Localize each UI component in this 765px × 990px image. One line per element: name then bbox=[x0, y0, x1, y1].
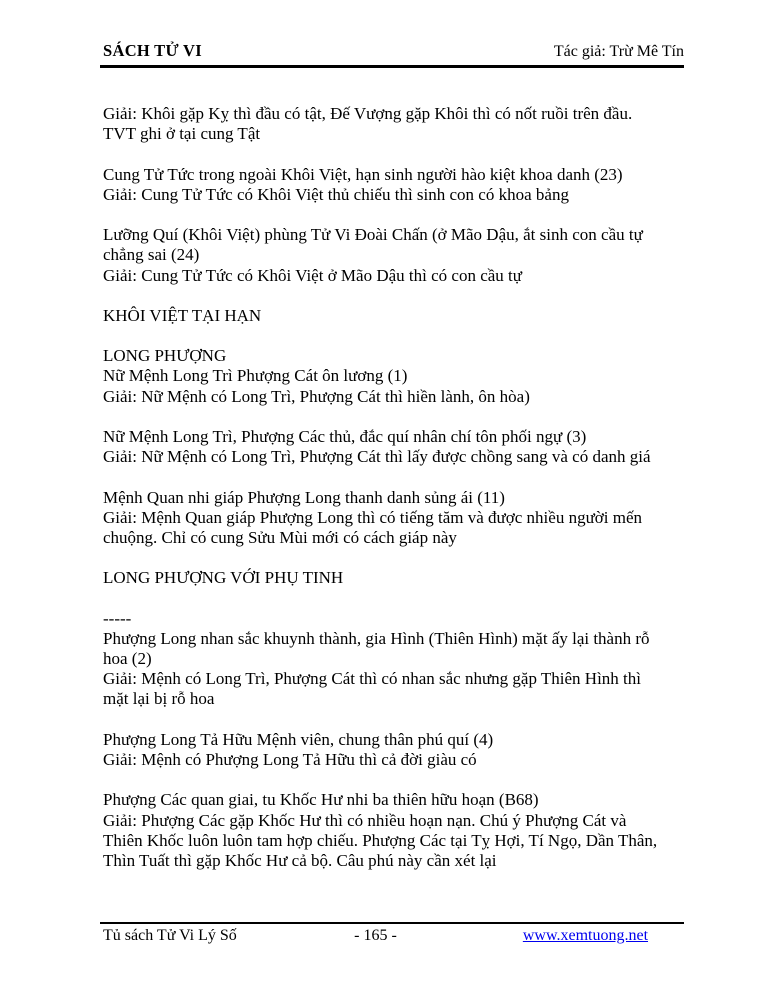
text-line-20: Giải: Mệnh Quan giáp Phượng Long thì có tiếng tăm và được nhiều người mến bbox=[103, 507, 643, 527]
text-line-0: Giải: Khôi gặp Kỵ thì đầu có tật, Đế Vượng gặp Khôi thì có nốt ruồi trên đầu. bbox=[103, 104, 633, 123]
blank-line bbox=[103, 144, 703, 164]
text-line-6: Lưỡng Quí (Khôi Việt) phùng Tử Vi Đoài Chấn (ở Mão Dậu, ắt sinh con cầu tự bbox=[103, 225, 643, 245]
text-line-36: Thiên Khốc luôn luôn tam hợp chiếu. Phượng Các tại Tỵ Hợi, Tí Ngọ, Dần Thân, bbox=[103, 830, 658, 850]
blank-line bbox=[103, 205, 703, 225]
text-line-23: LONG PHƯỢNG VỚI PHỤ TINH bbox=[103, 568, 344, 588]
text-line-10: KHÔI VIỆT TẠI HẠN bbox=[103, 305, 262, 325]
text-line-25: ----- bbox=[103, 608, 132, 628]
blank-line bbox=[103, 548, 703, 568]
text-line-13: Nữ Mệnh Long Trì Phượng Cát ôn lương (1) bbox=[103, 366, 408, 386]
text-line-28: Giải: Mệnh có Long Trì, Phượng Cát thì có nhan sắc nhưng gặp Thiên Hình thì bbox=[103, 669, 642, 689]
text-line-34: Phượng Các quan giai, tu Khốc Hư nhi ba thiên hữu hoạn (B68) bbox=[103, 790, 539, 810]
page-header bbox=[100, 41, 684, 68]
text-line-3: Cung Tử Tức trong ngoài Khôi Việt, hạn sinh người hào kiệt khoa danh (23) bbox=[103, 164, 623, 184]
text-line-4: Giải: Cung Tử Tức có Khôi Việt thủ chiếu thì sinh con có khoa bảng bbox=[103, 184, 569, 204]
blank-line bbox=[103, 710, 703, 730]
text-line-35: Giải: Phượng Các gặp Khốc Hư thì có nhiều hoạn nạn. Chú ý Phượng Cát và bbox=[103, 810, 627, 830]
page-number: - 165 - bbox=[354, 927, 397, 944]
website-link[interactable]: www.xemtuong.net bbox=[522, 927, 649, 944]
text-line-12: LONG PHƯỢNG bbox=[103, 346, 227, 366]
page-footer bbox=[100, 922, 684, 945]
text-line-27: hoa (2) bbox=[103, 649, 152, 669]
text-line-37: Thìn Tuất thì gặp Khốc Hư cả bộ. Câu phú này cần xét lại bbox=[103, 850, 497, 870]
text-line-19: Mệnh Quan nhi giáp Phượng Long thanh danh sủng ái (11) bbox=[103, 487, 505, 507]
text-line-26: Phượng Long nhan sắc khuynh thành, gia Hình (Thiên Hình) mặt ấy lại thành rỗ bbox=[103, 628, 650, 648]
book-title: SÁCH TỬ VI bbox=[103, 41, 202, 60]
blank-line bbox=[103, 286, 703, 306]
text-line-8: Giải: Cung Tử Tức có Khôi Việt ở Mão Dậu thì có con cầu tự bbox=[103, 265, 522, 285]
text-line-1: TVT ghi ở tại cung Tật bbox=[103, 124, 261, 144]
text-line-7: chẳng sai (24) bbox=[103, 245, 200, 265]
body-text bbox=[103, 104, 703, 871]
text-line-32: Giải: Mệnh có Phượng Long Tả Hữu thì cả đời giàu có bbox=[103, 750, 477, 769]
text-line-17: Giải: Nữ Mệnh có Long Trì, Phượng Cát thì lấy được chồng sang và có danh giá bbox=[103, 447, 651, 467]
text-line-14: Giải: Nữ Mệnh có Long Trì, Phượng Cát thì hiền lành, ôn hòa) bbox=[103, 386, 530, 406]
blank-line bbox=[103, 467, 703, 487]
footer-series-title: Tủ sách Tử Vi Lý Số bbox=[103, 927, 237, 944]
blank-line bbox=[103, 326, 703, 346]
text-line-29: mặt lại bị rỗ hoa bbox=[103, 689, 215, 709]
text-line-21: chuộng. Chỉ có cung Sửu Mùi mới có cách giáp này bbox=[103, 527, 457, 547]
text-line-31: Phượng Long Tả Hữu Mệnh viên, chung thân phú quí (4) bbox=[103, 729, 494, 749]
blank-line bbox=[103, 407, 703, 427]
blank-line bbox=[103, 770, 703, 790]
footer-link-cell bbox=[466, 927, 684, 945]
author-credit: Tác giả: Trừ Mê Tín bbox=[553, 43, 684, 60]
text-line-16: Nữ Mệnh Long Trì, Phượng Các thủ, đắc quí nhân chí tôn phối ngự (3) bbox=[103, 427, 587, 446]
blank-line bbox=[103, 589, 703, 609]
